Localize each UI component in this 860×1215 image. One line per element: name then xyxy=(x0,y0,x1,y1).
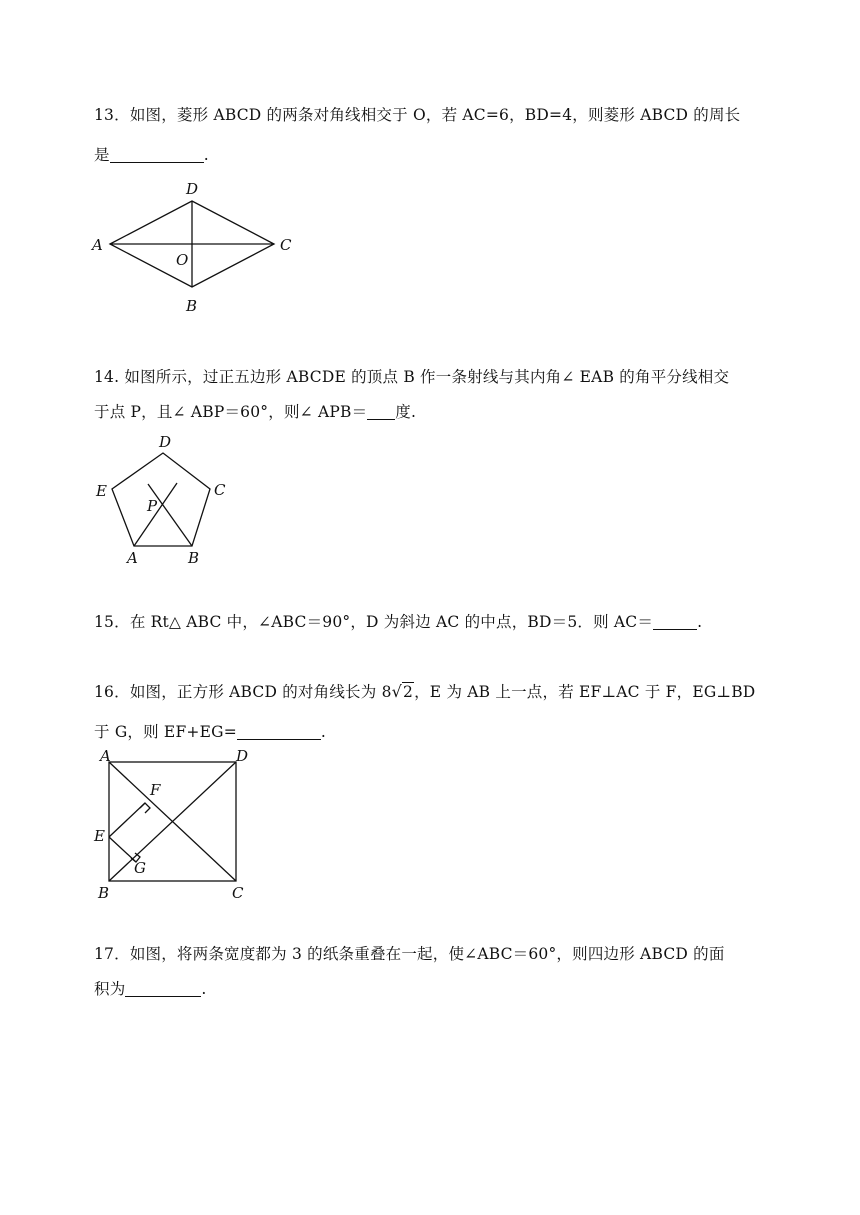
q16-line2-text: 于 G，则 EF+EG= xyxy=(94,723,237,741)
label-o: O xyxy=(176,251,189,269)
q17-line2 xyxy=(94,977,207,999)
square-figure xyxy=(88,745,258,905)
label-g: G xyxy=(134,859,146,877)
label-d: D xyxy=(159,433,172,451)
label-a: A xyxy=(127,549,138,567)
q17-answer-blank xyxy=(125,981,201,998)
q13-answer-blank xyxy=(110,147,204,164)
label-d: D xyxy=(236,747,249,765)
rhombus-figure xyxy=(86,176,306,320)
label-c: C xyxy=(214,481,226,499)
q14-line2 xyxy=(94,400,416,422)
q13-line2 xyxy=(94,143,209,165)
q14-line2-end: 度. xyxy=(395,403,417,421)
q17-line2-end: . xyxy=(201,980,207,998)
q16-line2 xyxy=(94,720,326,742)
q15-line1-text: 15．在 Rt△ ABC 中，∠ABC＝90°，D 为斜边 AC 的中点，BD＝5．则 AC＝ xyxy=(94,613,654,631)
label-f: F xyxy=(150,781,161,799)
pentagon-outline xyxy=(112,453,210,546)
q16-line1-start: 16．如图，正方形 ABCD 的对角线长为 8 xyxy=(94,683,392,701)
q13-line2-end: . xyxy=(203,146,209,164)
label-b: B xyxy=(186,297,198,315)
q16-line1 xyxy=(94,680,755,702)
label-a: A xyxy=(92,236,103,254)
label-p: P xyxy=(147,497,158,515)
q15-line1-end: . xyxy=(697,613,703,631)
q14-line2-text: 于点 P，且∠ ABP＝60°，则∠ APB＝ xyxy=(94,403,368,421)
q16-answer-blank xyxy=(237,724,321,741)
segment-ef xyxy=(109,803,145,837)
sqrt-radicand: 2 xyxy=(403,683,414,701)
q15-line1 xyxy=(94,610,702,632)
q14-answer-blank xyxy=(367,404,395,421)
q15-answer-blank xyxy=(653,614,697,631)
sqrt-sign: √ xyxy=(391,682,403,701)
q14-line1: 14. 如图所示，过正五边形 ABCDE 的顶点 B 作一条射线与其内角∠ EAB 的角平分线相交 xyxy=(94,368,730,386)
q16-line2-end: . xyxy=(320,723,327,741)
label-b: B xyxy=(188,549,200,567)
q13-line1: 13．如图，菱形 ABCD 的两条对角线相交于 O，若 AC=6，BD=4，则菱形 ABCD 的周长 xyxy=(94,106,741,124)
pentagon-figure xyxy=(88,430,238,570)
q13-line2-text: 是 xyxy=(94,146,110,164)
label-d: D xyxy=(186,180,199,198)
q17-line1: 17．如图，将两条宽度都为 3 的纸条重叠在一起，使∠ABC＝60°，则四边形 ABCD 的面 xyxy=(94,945,725,963)
label-c: C xyxy=(232,884,244,902)
label-e: E xyxy=(94,827,105,845)
label-b: B xyxy=(98,884,110,902)
q16-line1-rest: ，E 为 AB 上一点，若 EF⊥AC 于 F，EG⊥BD xyxy=(414,683,756,701)
label-c: C xyxy=(280,236,292,254)
label-a: A xyxy=(100,747,111,765)
label-e: E xyxy=(96,482,107,500)
q17-line2-text: 积为 xyxy=(94,980,126,998)
right-angle-f xyxy=(140,803,150,813)
